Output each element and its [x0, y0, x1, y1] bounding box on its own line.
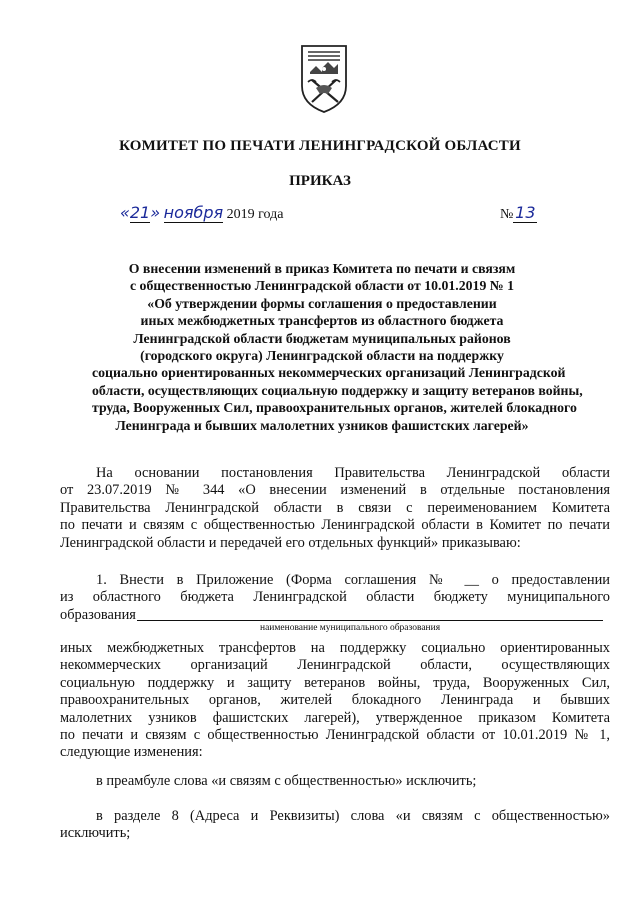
text-line: образования: [60, 606, 136, 623]
text-line: следующие изменения:: [60, 744, 203, 761]
subject-line: Ленинградской области бюджетам муниципальных районов: [133, 330, 511, 346]
number-prefix: №: [500, 207, 514, 222]
order-subject: [92, 260, 583, 434]
text-line: социальную поддержку и защиту ветеранов войны, труда, Вооруженных Сил,: [60, 674, 610, 691]
text-line: иных межбюджетных трансфертов на поддержку социально ориентированных: [60, 640, 610, 656]
date-close-quote: »: [150, 203, 161, 222]
change-section-8-paragraph: [60, 808, 610, 843]
date-open-quote: «: [120, 203, 130, 222]
preamble-paragraph: [60, 465, 610, 552]
subject-line: труда, Вооруженных Сил, правоохранительных органов, жителей блокадного: [92, 400, 577, 416]
text-line: малолетних узников фашистских лагерей), утвержденное приказом Комитета: [60, 709, 610, 726]
blank-fill-line: [137, 620, 603, 621]
subject-line: Ленинграда и бывших малолетних узников фашистских лагерей»: [115, 417, 529, 433]
order-number: [500, 203, 537, 223]
subject-line: с общественностью Ленинградской области от 10.01.2019 № 1: [129, 278, 514, 294]
text-line: правоохранительных органов, жителей блокадного Ленинграда и бывших: [60, 692, 610, 709]
fill-line-caption: наименование муниципального образования: [260, 623, 441, 633]
text-line: по печати и связям с общественностью Ленинградской области от 10.01.2019 № 1,: [60, 727, 610, 744]
subject-line: социально ориентированных некоммерческих организаций Ленинградской: [92, 365, 566, 381]
subject-line: области, осуществляющих социальную поддержку и защиту ветеранов войны,: [92, 382, 583, 398]
item-1-continuation: [60, 640, 610, 762]
date-year: 2019 года: [226, 207, 284, 222]
text-line: 1. Внести в Приложение (Форма соглашения № __ о предоставлении: [96, 572, 610, 588]
number-value: 13: [515, 203, 536, 222]
subject-line: О внесении изменений в приказ Комитета по печати и связям: [128, 261, 516, 276]
text-line: некоммерческих организаций Ленинградской области, осуществляющих: [60, 657, 610, 674]
text-line: в преамбуле слова «и связям с общественностью» исключить;: [96, 773, 477, 789]
text-line: Ленинградской области и передачей его отдельных функций» приказываю:: [60, 534, 521, 551]
date-month: ноября: [163, 203, 224, 222]
subject-line: иных межбюджетных трансфертов из областного бюджета: [140, 313, 504, 329]
text-line: из областного бюджета Ленинградской области бюджету муниципального: [60, 589, 610, 606]
coat-of-arms-emblem: [298, 42, 350, 114]
text-line: в разделе 8 (Адреса и Реквизиты) слова «и связям с общественностью»: [96, 808, 610, 824]
date-day: 21: [129, 203, 151, 222]
subject-line: «Об утверждении формы соглашения о предоставлении: [147, 295, 497, 311]
text-line: по печати и связям с общественностью Ленинградской области в Комитет по печати: [60, 517, 610, 534]
document-type-title: ПРИКАЗ: [289, 173, 351, 189]
committee-title: КОМИТЕТ ПО ПЕЧАТИ ЛЕНИНГРАДСКОЙ ОБЛАСТИ: [119, 138, 521, 154]
subject-line: (городского округа) Ленинградской области на поддержку: [140, 348, 504, 364]
text-line: от 23.07.2019 № 344 «О внесении изменений в отдельные постановления: [60, 482, 610, 499]
change-preamble-paragraph: [60, 773, 610, 790]
text-line: исключить;: [60, 825, 131, 842]
text-line: Правительства Ленинградской области в связи с переименованием Комитета: [60, 499, 610, 516]
item-1-paragraph: [60, 572, 610, 624]
text-line: На основании постановления Правительства Ленинградской области: [96, 465, 610, 481]
order-date: [120, 203, 283, 223]
